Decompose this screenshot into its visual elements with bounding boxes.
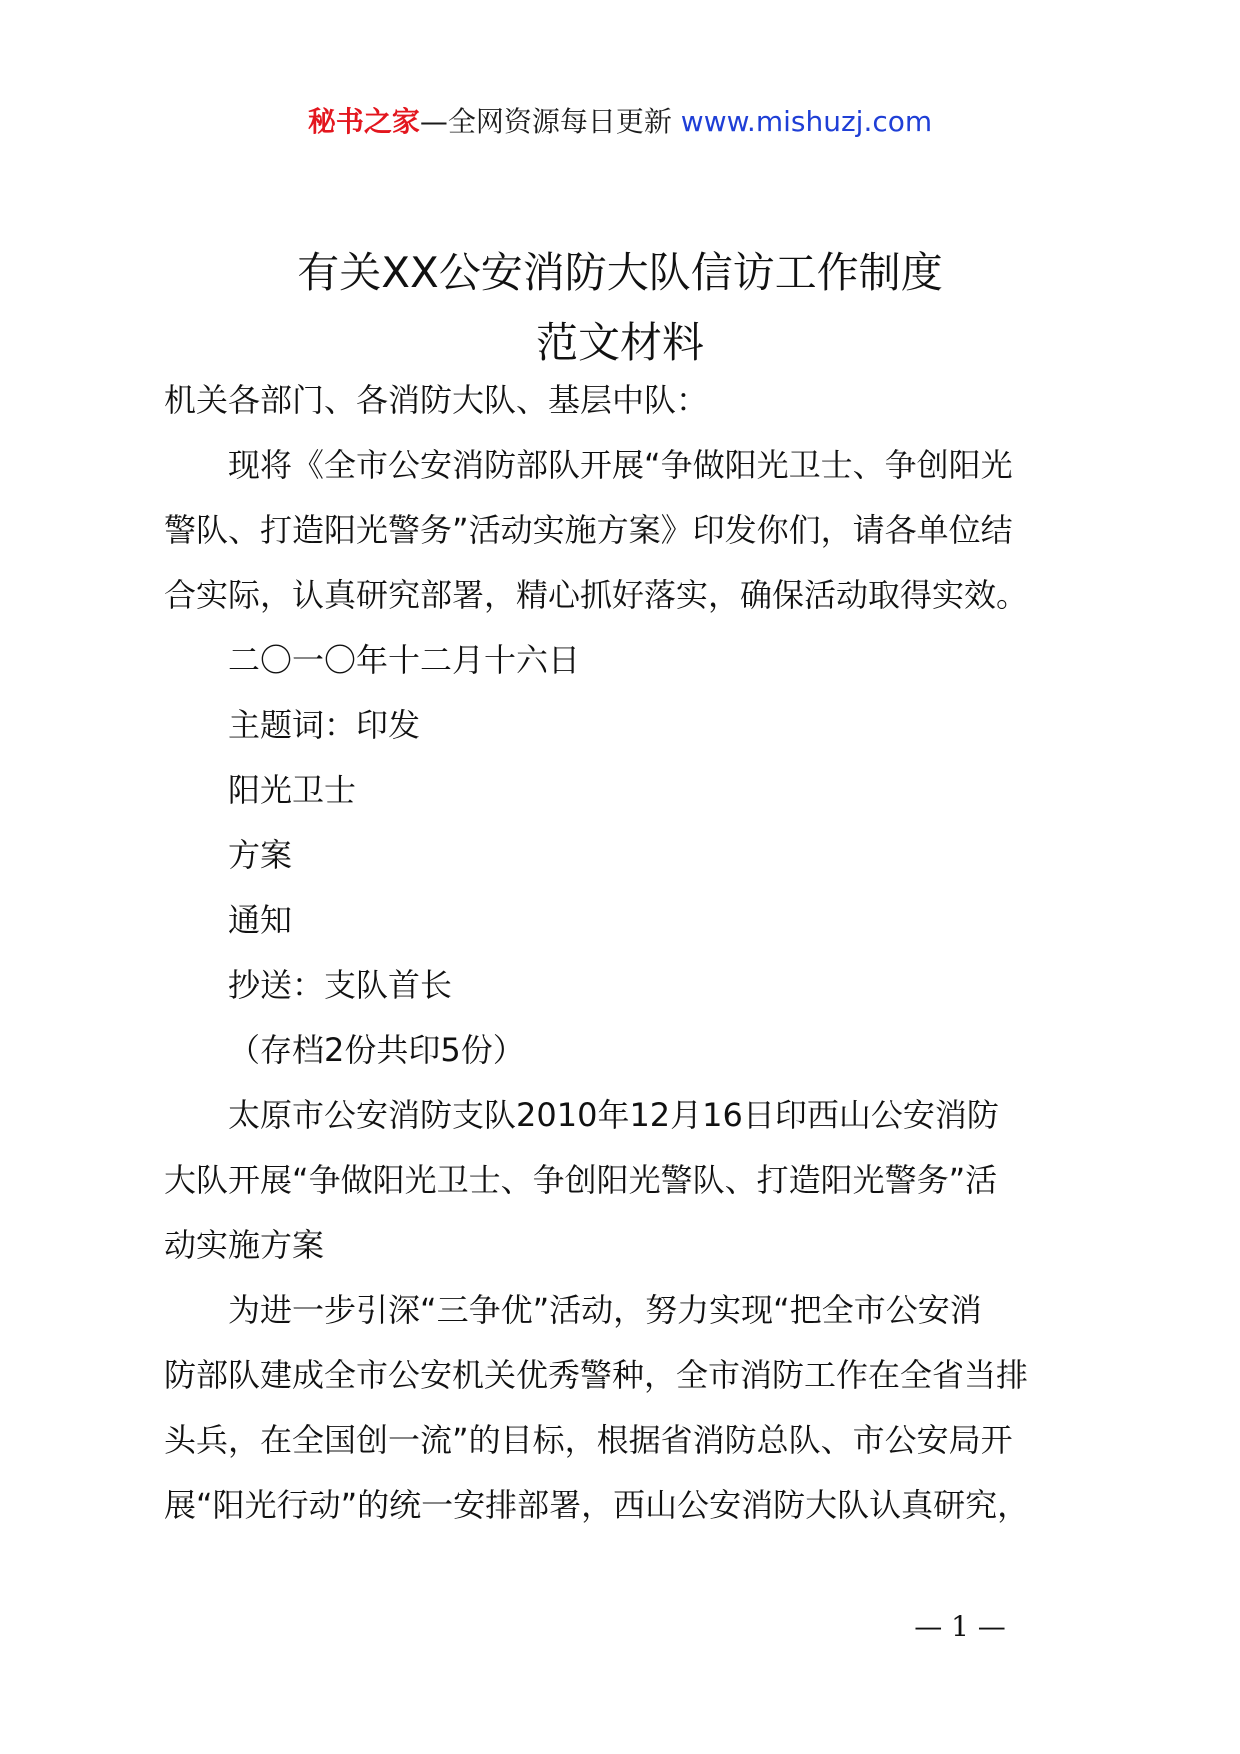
paragraph-line: 合实际，认真研究部署，精心抓好落实，确保活动取得实效。	[164, 576, 1029, 614]
document-body	[164, 368, 1084, 1538]
paragraph-line: 头兵，在全国创一流”的目标，根据省消防总队、市公安局开	[164, 1421, 1013, 1459]
paragraph-line: 展“阳光行动”的统一安排部署，西山公安消防大队认真研究，	[164, 1486, 1030, 1524]
paragraph-line: 大队开展“争做阳光卫士、争创阳光警队、打造阳光警务”活	[164, 1161, 998, 1199]
paragraph-line: 为进一步引深“三争优”活动，努力实现“把全市公安消	[228, 1291, 982, 1329]
paragraph-line: 防部队建成全市公安机关优秀警种，全市消防工作在全省当排	[164, 1356, 1029, 1394]
issue-date: 二〇一〇年十二月十六日	[228, 641, 581, 679]
title-line-2: 范文材料	[535, 318, 704, 367]
paragraph-line: 警队、打造阳光警务”活动实施方案》印发你们，请各单位结	[164, 511, 1013, 549]
keyword-item: 方案	[228, 836, 293, 874]
page-number-text: — 1 —	[914, 1610, 1006, 1643]
paragraph-line: 太原市公安消防支队2010年12月16日印西山公安消防	[228, 1096, 999, 1134]
site-header	[0, 102, 1240, 142]
site-tagline: —全网资源每日更新	[419, 105, 672, 138]
salutation: 机关各部门、各消防大队、基层中队：	[164, 381, 709, 419]
title-line-1: 有关XX公安消防大队信访工作制度	[297, 248, 943, 297]
keyword-item: 阳光卫士	[228, 771, 357, 809]
site-url[interactable]: www.mishuzj.com	[680, 105, 933, 138]
document-title	[0, 238, 1240, 378]
page-number	[0, 1610, 1240, 1643]
paragraph-line: 动实施方案	[164, 1226, 325, 1264]
keywords-label: 主题词：印发	[228, 706, 421, 744]
keyword-item: 通知	[228, 901, 293, 939]
cc-line: 抄送：支队首长	[228, 966, 453, 1004]
brand-name: 秘书之家	[307, 105, 420, 138]
paragraph-line: 现将《全市公安消防部队开展“争做阳光卫士、争创阳光	[228, 446, 1013, 484]
copies-note: （存档2份共印5份）	[228, 1031, 525, 1069]
